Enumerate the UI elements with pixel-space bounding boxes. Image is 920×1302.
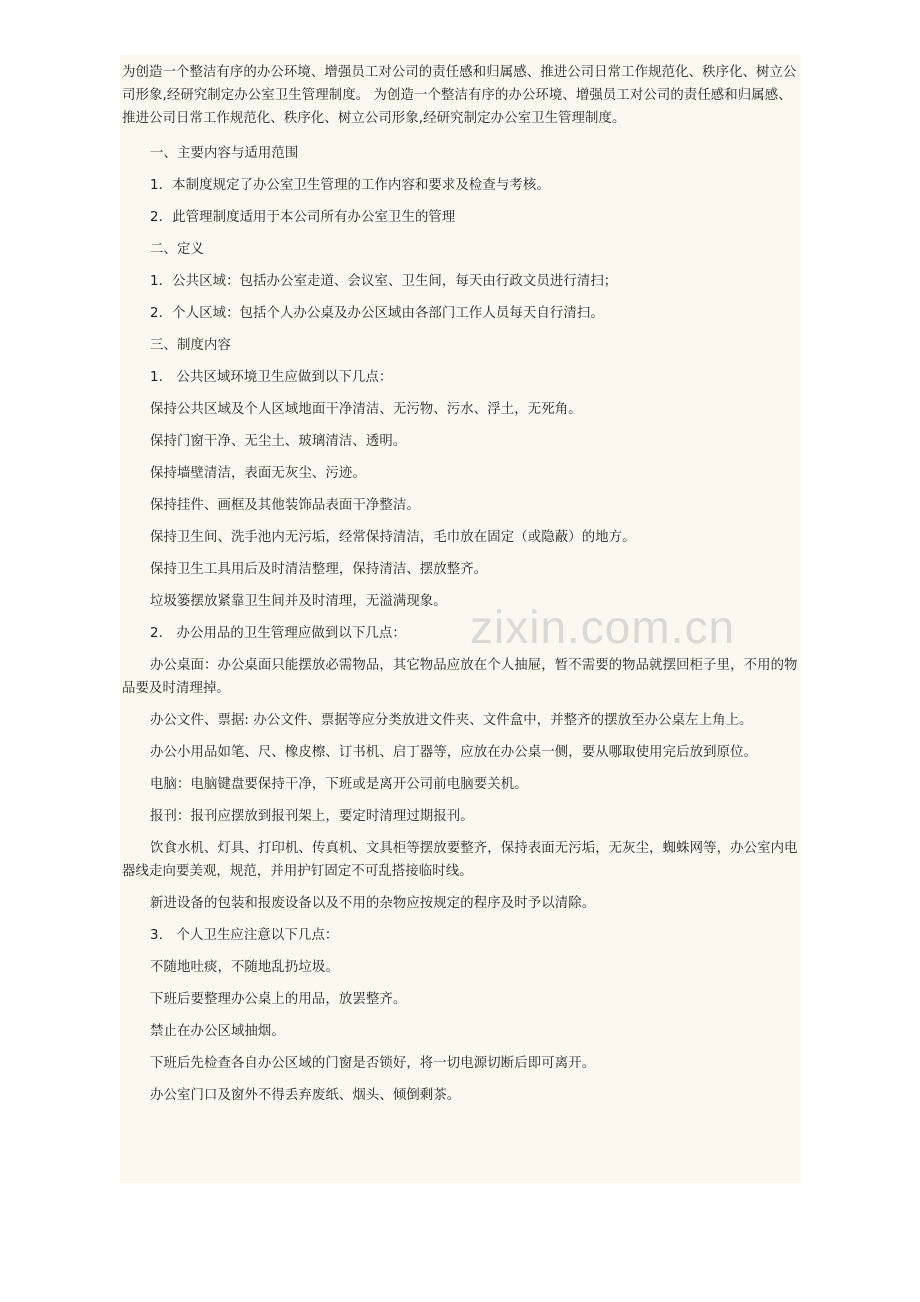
paragraph: 垃圾篓摆放紧靠卫生间并及时清理，无溢满现象。	[150, 594, 447, 609]
paragraph: 办公文件、票据: 办公文件、票据等应分类放进文件夹、文件盒中，并整齐的摆放至办公桌左上角上。	[150, 713, 753, 728]
section-heading-1: 一、主要内容与适用范围	[150, 146, 299, 161]
paragraph: 新进设备的包装和报废设备以及不用的杂物应按规定的程序及时予以清除。	[150, 896, 596, 911]
paragraph: 饮食水机、灯具、打印机、传真机、文具柜等摆放要整齐，保持表面无污垢，无灰尘，蜘蛛网等，办公室内电器线走向要美观，规范，并用护钉固定不可乱搭接临时线。	[122, 841, 798, 879]
paragraph: 保持卫生间、洗手池内无污垢，经常保持清洁，毛巾放在固定（或隐蔽）的地方。	[150, 530, 636, 545]
paragraph: 保持门窗干净、无尘土、玻璃清洁、透明。	[150, 434, 407, 449]
paragraph: 保持挂件、画框及其他装饰品表面干净整洁。	[150, 498, 420, 513]
watermark: zixin.com.cn	[470, 601, 736, 653]
paragraph: 不随地吐痰，不随地乱扔垃圾。	[150, 960, 339, 975]
paragraph: 办公桌面：办公桌面只能摆放必需物品，其它物品应放在个人抽屉，暂不需要的物品就摆回柜子里，不用的物品要及时清理掉。	[122, 658, 798, 696]
paragraph: 下班后先检查各自办公区域的门窗是否锁好，将一切电源切断后即可离开。	[150, 1056, 596, 1071]
paragraph: 1．公共区域：包括办公室走道、会议室、卫生间，每天由行政文员进行清扫；	[150, 274, 618, 289]
subsection-heading: 2. 办公用品的卫生管理应做到以下几点：	[150, 626, 406, 641]
paragraph: 禁止在办公区域抽烟。	[150, 1024, 285, 1039]
document-body	[122, 57, 804, 1107]
paragraph: 报刊：报刊应摆放到报刊架上，要定时清理过期报刊。	[150, 809, 474, 824]
paragraph: 电脑：电脑键盘要保持干净，下班或是离开公司前电脑要关机。	[150, 777, 528, 792]
paragraph: 保持公共区域及个人区域地面干净清洁、无污物、污水、浮土，无死角。	[150, 402, 582, 417]
subsection-heading: 3. 个人卫生应注意以下几点：	[150, 928, 339, 943]
intro-paragraph: 为创造一个整洁有序的办公环境、增强员工对公司的责任感和归属感、推进公司日常工作规范化、秩序化、树立公司形象,经研究制定办公室卫生管理制度。 为创造一个整洁有序的办公环境、增强员工对公司的责任感和归属感、推进公司日常工作规范化、秩序化、树立公司形象,经研究制定办公室卫生管理制度。	[122, 65, 797, 126]
paragraph: 2．此管理制度适用于本公司所有办公室卫生的管理	[150, 210, 456, 225]
paragraph: 下班后要整理办公桌上的用品，放罢整齐。	[150, 992, 407, 1007]
paragraph: 2．个人区域：包括个人办公桌及办公区域由各部门工作人员每天自行清扫。	[150, 306, 604, 321]
subsection-heading: 1. 公共区域环境卫生应做到以下几点：	[150, 370, 393, 385]
paragraph: 1．本制度规定了办公室卫生管理的工作内容和要求及检查与考核。	[150, 178, 550, 193]
paragraph: 办公小用品如笔、尺、橡皮檫、订书机、启丁器等，应放在办公桌一侧，要从哪取使用完后放到原位。	[150, 745, 758, 760]
section-heading-3: 三、制度内容	[150, 338, 231, 353]
paragraph: 保持卫生工具用后及时清洁整理，保持清洁、摆放整齐。	[150, 562, 488, 577]
section-heading-2: 二、定义	[150, 242, 204, 257]
paragraph: 办公室门口及窗外不得丢弃废纸、烟头、倾倒剩茶。	[150, 1088, 461, 1103]
paragraph: 保持墙壁清洁，表面无灰尘、污迹。	[150, 466, 366, 481]
